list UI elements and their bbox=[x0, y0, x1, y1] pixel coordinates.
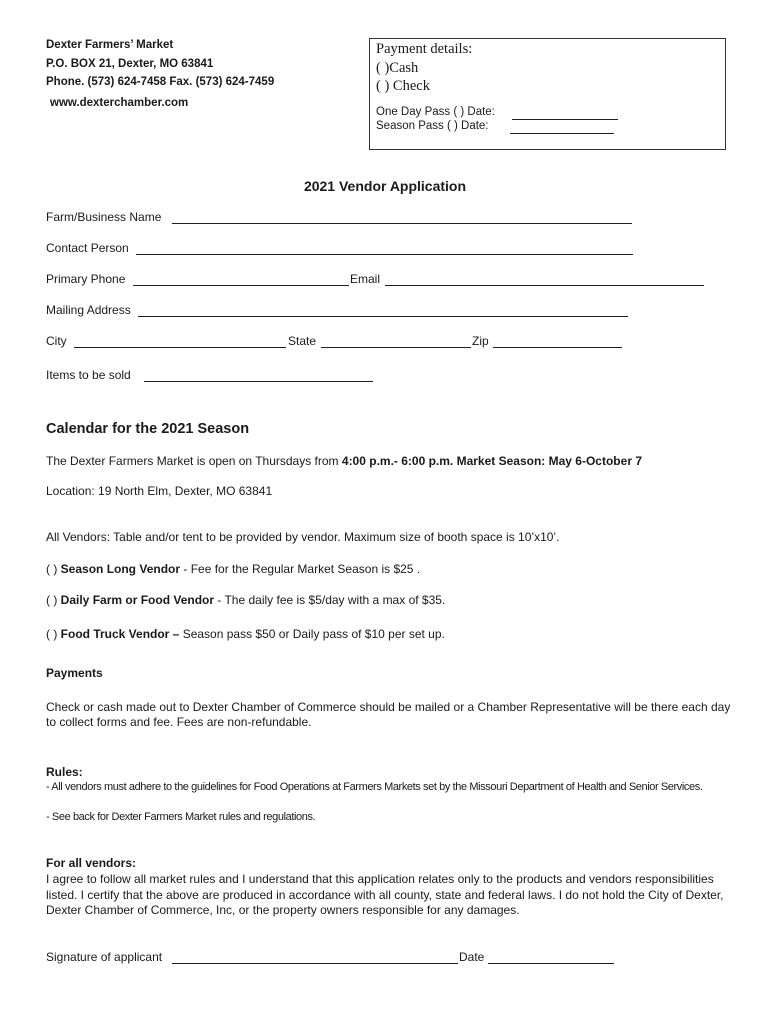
form-title: 2021 Vendor Application bbox=[303, 178, 467, 194]
signature-date-label: Date bbox=[459, 950, 485, 964]
state-label: State bbox=[288, 334, 317, 348]
business-name-field[interactable] bbox=[172, 223, 632, 224]
season-pass-option[interactable]: Season Pass ( ) Date: bbox=[376, 120, 489, 132]
mailing-field[interactable] bbox=[138, 316, 628, 317]
org-website[interactable]: www.dexterchamber.com bbox=[50, 97, 189, 109]
org-phone-fax: Phone. (573) 624-7458 Fax. (573) 624-7459 bbox=[46, 76, 275, 88]
payments-text: Check or cash made out to Dexter Chamber of Commerce should be mailed or a Chamber Representative will be there each day to collect forms and fee. Fees are non-refundable. bbox=[46, 700, 731, 729]
market-hours: The Dexter Farmers Market is open on Thursdays from 4:00 p.m.- 6:00 p.m. Market Season: May 6-October 7 bbox=[46, 454, 642, 468]
all-vendors-heading: For all vendors: bbox=[46, 856, 137, 870]
email-label: Email bbox=[350, 272, 381, 286]
state-field[interactable] bbox=[321, 347, 471, 348]
contact-field[interactable] bbox=[136, 254, 633, 255]
payment-title: Payment details: bbox=[376, 41, 473, 57]
calendar-heading: Calendar for the 2021 Season bbox=[46, 421, 250, 437]
one-day-pass-option[interactable]: One Day Pass ( ) Date: bbox=[376, 106, 495, 118]
all-vendors-agreement: I agree to follow all market rules and I understand that this application relates only to the products and vendors responsibilities listed. I certify that the above are produced in accordance with all county, state and federal laws. I do not hold the City of Dexter, Dexter Chamber of Commerce, Inc, or the property owners responsible for any damages. bbox=[46, 872, 724, 917]
zip-label: Zip bbox=[472, 334, 489, 348]
payment-details-box bbox=[369, 38, 726, 150]
phone-field[interactable] bbox=[133, 285, 349, 286]
market-location: Location: 19 North Elm, Dexter, MO 63841 bbox=[46, 484, 273, 498]
items-label: Items to be sold bbox=[46, 368, 131, 382]
email-field[interactable] bbox=[385, 285, 704, 286]
zip-field[interactable] bbox=[493, 347, 622, 348]
items-field[interactable] bbox=[144, 381, 373, 382]
payments-heading: Payments bbox=[46, 666, 103, 680]
org-address: P.O. BOX 21, Dexter, MO 63841 bbox=[46, 58, 214, 70]
contact-label: Contact Person bbox=[46, 241, 129, 255]
org-name: Dexter Farmers’ Market bbox=[46, 39, 174, 51]
signature-label: Signature of applicant bbox=[46, 950, 163, 964]
food-truck-vendor-option[interactable]: ( ) Food Truck Vendor – Season pass $50 or Daily pass of $10 per set up. bbox=[46, 627, 445, 641]
signature-date-field[interactable] bbox=[488, 963, 614, 964]
rules-heading: Rules: bbox=[46, 765, 83, 779]
rules-line-2: - See back for Dexter Farmers Market rules and regulations. bbox=[46, 811, 316, 823]
season-date-line[interactable] bbox=[510, 133, 614, 134]
business-name-label: Farm/Business Name bbox=[46, 210, 162, 224]
city-field[interactable] bbox=[74, 347, 286, 348]
season-long-vendor-option[interactable]: ( ) Season Long Vendor - Fee for the Regular Market Season is $25 . bbox=[46, 562, 421, 576]
mailing-label: Mailing Address bbox=[46, 303, 131, 317]
one-day-date-line[interactable] bbox=[512, 119, 618, 120]
city-label: City bbox=[46, 334, 67, 348]
vendor-booth-note: All Vendors: Table and/or tent to be provided by vendor. Maximum size of booth space is 10’x10’. bbox=[46, 530, 560, 544]
daily-vendor-option[interactable]: ( ) Daily Farm or Food Vendor - The daily fee is $5/day with a max of $35. bbox=[46, 593, 446, 607]
rules-line-1: - All vendors must adhere to the guidelines for Food Operations at Farmers Markets set by the Missouri Department of Health and Senior Services. bbox=[46, 781, 703, 793]
signature-field[interactable] bbox=[172, 963, 458, 964]
check-option[interactable]: ( ) Check bbox=[376, 78, 430, 94]
phone-label: Primary Phone bbox=[46, 272, 126, 286]
cash-option[interactable]: ( )Cash bbox=[376, 60, 419, 76]
